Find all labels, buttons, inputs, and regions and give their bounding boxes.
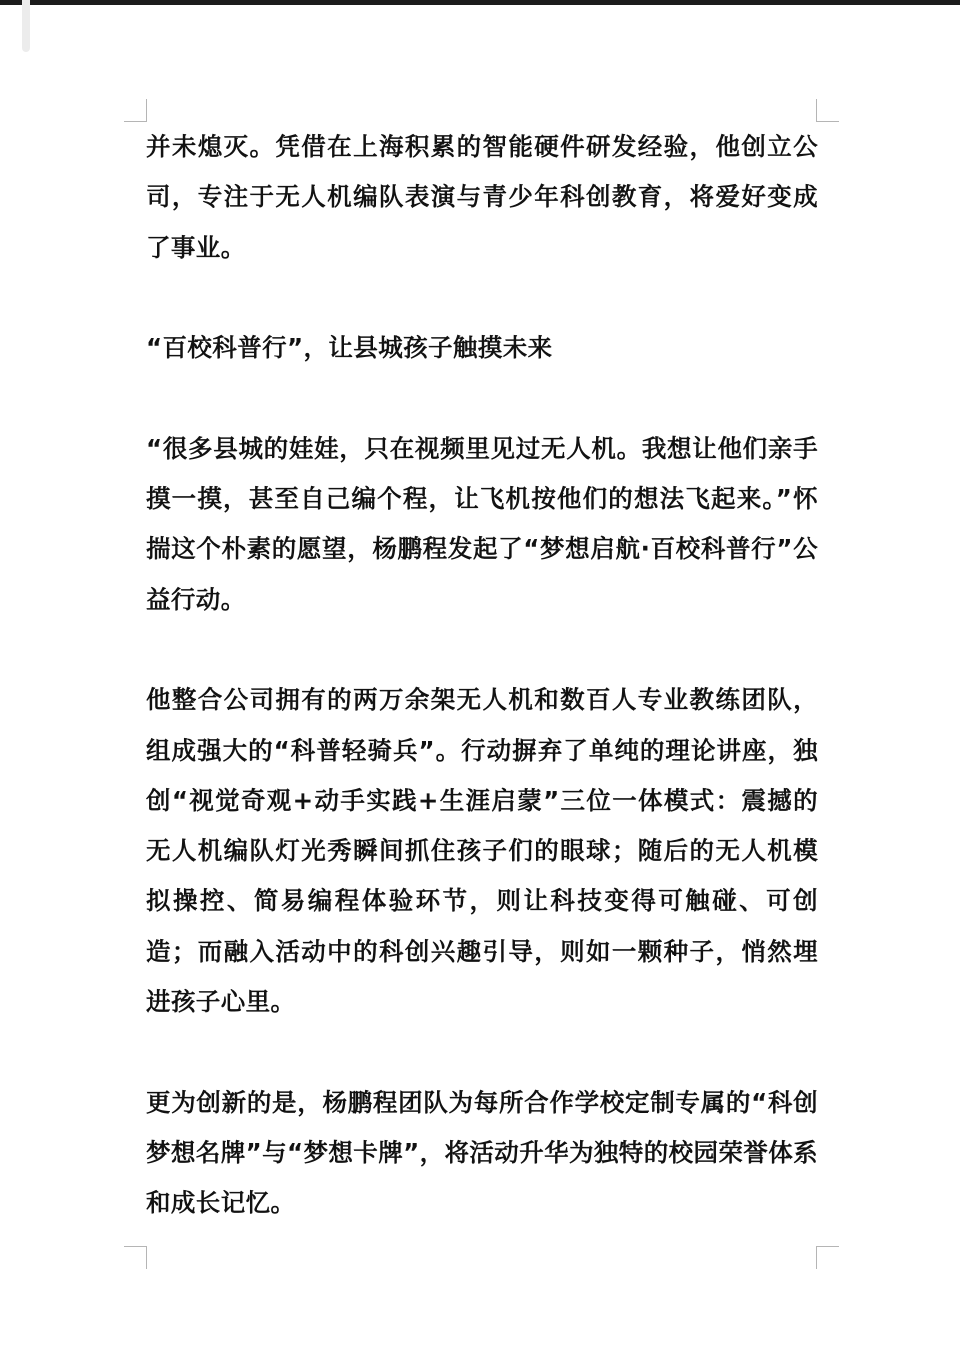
paragraph-continuation: 并未熄灭。凭借在上海积累的智能硬件研发经验，他创立公司，专注于无人机编队表演与青少年科创教育，将爱好变成了事业。 [146, 132, 818, 262]
page-corner-mark-bottom-left [124, 1246, 147, 1269]
top-status-bar [0, 0, 960, 5]
paragraph-quote: “很多县城的娃娃，只在视频里见过无人机。我想让他们亲手摸一摸，甚至自己编个程，让飞机按他们的想法飞起来。”怀揣这个朴素的愿望，杨鹏程发起了“梦想启航·百校科普行”公益行动。 [146, 433, 818, 614]
page-corner-mark-top-left [124, 99, 147, 122]
scroll-indicator[interactable] [22, 0, 30, 52]
page-corner-mark-bottom-right [816, 1246, 839, 1269]
page-corner-mark-top-right [816, 99, 839, 122]
section-heading: “百校科普行”，让县城孩子触摸未来 [146, 333, 553, 363]
document-body [146, 122, 818, 1229]
paragraph-innovation: 更为创新的是，杨鹏程团队为每所合作学校定制专属的“科创梦想名牌”与“梦想卡牌”，将活动升华为独特的校园荣誉体系和成长记忆。 [146, 1087, 819, 1218]
paragraph-model: 他整合公司拥有的两万余架无人机和数百人专业教练团队，组成强大的“科普轻骑兵”。行动摒弃了单纯的理论讲座，独创“视觉奇观+动手实践+生涯启蒙”三位一体模式：震撼的无人机编队灯光秀瞬间抓住孩子们的眼球；随后的无人机模拟操控、简易编程体验环节，则让科技变得可触碰、可创造；而融入活动中的科创兴趣引导，则如一颗种子，悄然埋进孩子心里。 [146, 685, 818, 1017]
